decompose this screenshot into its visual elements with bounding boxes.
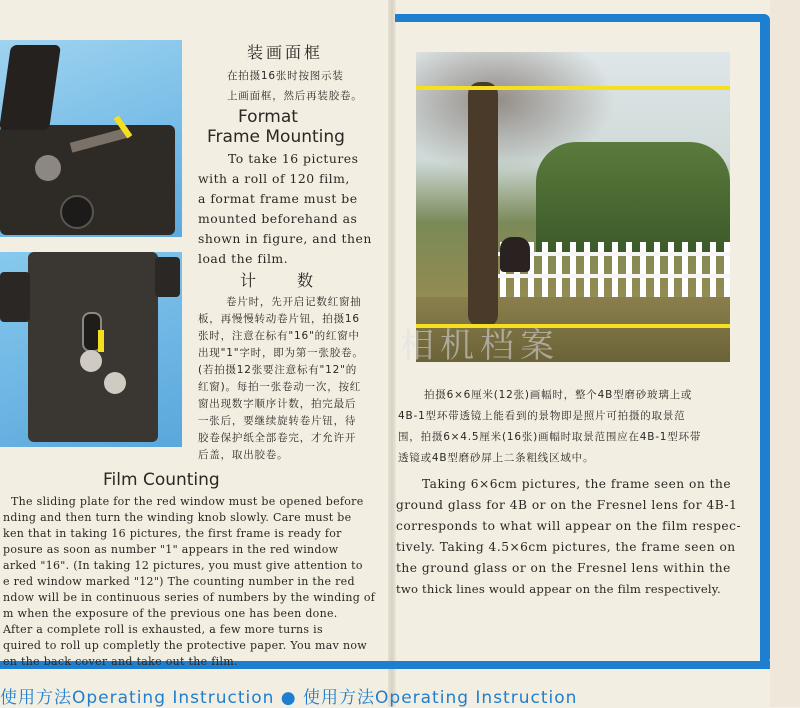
tree-trunk — [468, 82, 498, 327]
film-counting-body — [3, 494, 383, 670]
counting-cn-line-10: 后盖，取出胶卷。 — [198, 449, 289, 461]
counting-cn-line-2: 板，再慢慢转动卷片钮，拍摄16 — [198, 313, 360, 325]
center-fold — [388, 0, 396, 707]
footer-band: 使用方法Operating Instruction ● 使用方法Operating Instruction — [0, 688, 578, 708]
caption-en-line-1: Taking 6×6cm pictures, the frame seen on the — [422, 477, 732, 491]
frame-mounting-line-1: To take 16 pictures — [228, 151, 359, 166]
counting-text-cn — [198, 294, 378, 464]
blue-frame-top — [395, 14, 765, 22]
film-counting-line-2: nding and then turn the winding knob slowly. Care must be — [3, 511, 352, 524]
frame-mounting-line-4: mounted beforehand as — [198, 211, 358, 226]
seated-couple — [500, 237, 530, 272]
film-counting-line-4: posure as soon as number "1" appears in the red window — [3, 543, 339, 556]
frame-mounting-line-6: load the film. — [198, 251, 289, 266]
guide-line-top — [416, 86, 730, 90]
film-counting-line-7: ndow will be in continuous series of numbers by the winding of — [3, 591, 376, 604]
film-counting-title: Film Counting — [103, 470, 220, 490]
frame-mounting-line-2: with a roll of 120 film, — [198, 171, 350, 186]
camera-side-photo — [0, 252, 182, 447]
caption-cn-line-3: 围，拍摄6×4.5厘米(16张)画幅时取景范围应在4B-1型环带 — [398, 431, 702, 443]
film-counting-line-6: e red window marked "12") The counting number in the red — [3, 575, 355, 588]
frame-mounting-text-cn-1: 在拍摄16张时按图示装 — [227, 70, 344, 82]
counting-cn-line-1: 卷片时，先开启记数红窗抽 — [226, 296, 362, 308]
film-counting-line-9: After a complete roll is exhausted, a few more turns is — [3, 623, 323, 636]
counting-cn-line-5: (若拍摄12张要注意标有"12"的 — [198, 364, 358, 376]
frame-mounting-line-3: a format frame must be — [198, 191, 358, 206]
film-counting-line-8: m when the exposure of the previous one has been done. — [3, 607, 338, 620]
caption-en-line-3: corresponds to what will appear on the film respec- — [396, 519, 742, 533]
page-edge — [770, 0, 800, 707]
fence-rail-lower — [486, 274, 730, 278]
caption-en — [396, 474, 766, 600]
frame-mounting-title-cn: 装画面框 — [247, 43, 324, 62]
caption-cn-line-1: 拍摄6×6厘米(12张)画幅时，整个4B型磨砂玻璃上或 — [424, 389, 693, 401]
watermark: 相机档案 — [400, 326, 560, 366]
counting-cn-line-7: 窗出现数字顺序计数，拍完最后 — [198, 398, 357, 410]
frame-mounting-title-en-2: Frame Mounting — [207, 127, 345, 147]
film-counting-line-1: The sliding plate for the red window must be opened before — [11, 495, 364, 508]
counting-title-cn: 计 数 — [240, 271, 317, 290]
caption-cn — [398, 385, 768, 469]
film-counting-line-10: quired to roll up completly the protective paper. You mav now — [3, 639, 367, 652]
caption-en-line-2: ground glass for 4B or on the Fresnel lens for 4B-1 — [396, 498, 738, 512]
counting-cn-line-3: 张时，注意在标有"16"的红窗中 — [198, 330, 360, 342]
caption-cn-line-2: 4B-1型环带透镜上能看到的景物即是照片可拍摄的取景范 — [398, 410, 686, 422]
film-counting-line-3: ken that in taking 16 pictures, the first frame is ready for — [3, 527, 342, 540]
counting-cn-line-4: 出现"1"字时，即为第一张胶卷。 — [198, 347, 364, 359]
caption-cn-line-4: 透镜或4B型磨砂屏上二条粗线区域中。 — [398, 452, 595, 464]
camera-open-photo — [0, 40, 182, 237]
park-scene-photo — [416, 52, 730, 362]
counting-cn-line-9: 胶卷保护纸全部卷完，才允许开 — [198, 432, 357, 444]
caption-en-line-6: two thick lines would appear on the film respectively. — [396, 582, 721, 596]
counting-cn-line-6: 红窗)。每拍一张卷动一次，按红 — [198, 381, 362, 393]
film-counting-line-5: arked "16". (In taking 12 pictures, you must give attention to — [3, 559, 363, 572]
frame-mounting-title-en-1: Format — [238, 107, 298, 127]
film-counting-line-11: en the back cover and take out the film. — [3, 655, 238, 668]
caption-en-line-5: the ground glass or on the Fresnel lens within the — [396, 561, 731, 575]
counting-cn-line-8: 一张后，要继续旋转卷片钮，待 — [198, 415, 357, 427]
caption-en-line-4: tively. Taking 4.5×6cm pictures, the frame seen on — [396, 540, 736, 554]
background-trees — [536, 142, 730, 252]
frame-mounting-text-cn-2: 上画面框，然后再装胶卷。 — [227, 90, 363, 102]
frame-mounting-line-5: shown in figure, and then — [198, 231, 372, 246]
